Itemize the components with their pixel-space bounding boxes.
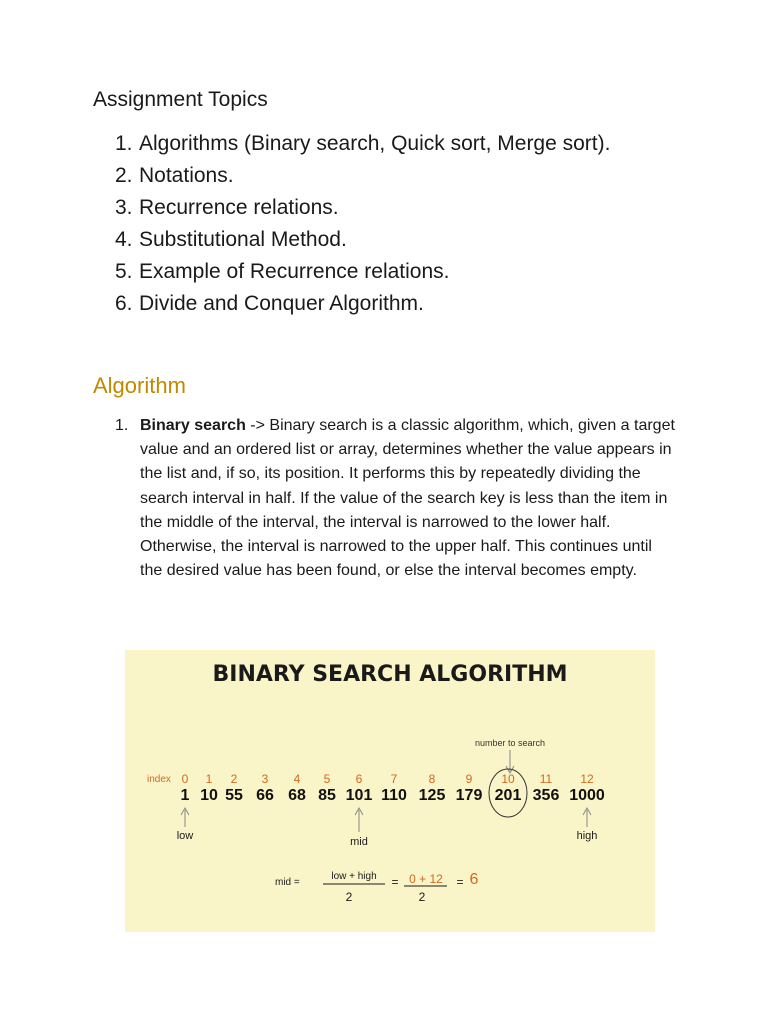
low-label: low	[176, 830, 194, 842]
topic-item	[115, 128, 610, 160]
diagram-canvas	[125, 650, 655, 932]
array-index: 8	[428, 772, 436, 786]
array-index: 1	[205, 772, 213, 786]
topic-number: 4.	[115, 228, 133, 251]
paragraph-body	[140, 414, 675, 583]
formula-mid-label: mid =	[275, 877, 300, 888]
array-value: 179	[455, 787, 483, 804]
topic-item	[115, 256, 610, 288]
paragraph-number: 1.	[115, 417, 129, 434]
topic-number: 2.	[115, 164, 133, 187]
array-value: 1	[180, 787, 190, 804]
high-label: high	[576, 830, 598, 842]
array-index: 7	[390, 772, 398, 786]
topic-number: 6.	[115, 292, 133, 315]
topic-text: Algorithms (Binary search, Quick sort, Merge sort).	[139, 132, 611, 155]
mid-label: mid	[350, 836, 368, 848]
topic-number: 1.	[115, 132, 133, 155]
paragraph-text: -> Binary search is a classic algorithm, which, given a target value and an ordered list or array, determines whether the value appears in the list and, if so, its position. It performs this by repeatedly dividing the search interval in half. If the value of the search key is less than the item in the middle of the interval, the interval is narrowed to the lower half. Otherwise, the interval is narrowed to the upper half. This continues until the desired value has been found, or else the interval becomes empty.	[140, 417, 675, 580]
topic-text: Divide and Conquer Algorithm.	[139, 292, 424, 315]
value-row	[181, 787, 605, 804]
array-index: 11	[539, 772, 553, 786]
array-value: 201	[494, 787, 522, 804]
array-value: 110	[381, 787, 407, 804]
formula-result: 6	[469, 871, 479, 888]
topics-list	[115, 128, 610, 320]
formula-denominator: 2	[345, 890, 353, 904]
array-index: 9	[465, 772, 473, 786]
topic-text: Notations.	[139, 164, 234, 187]
array-index: 0	[181, 772, 189, 786]
array-value: 101	[345, 787, 373, 804]
formula-numerator: low + high	[331, 871, 377, 882]
array-index: 6	[355, 772, 363, 786]
topic-item	[115, 288, 610, 320]
array-index: 10	[501, 772, 515, 786]
array-index: 4	[293, 772, 301, 786]
index-label: index	[147, 774, 171, 785]
paragraph-term: Binary search	[140, 417, 246, 434]
formula-numerator-values: 0 + 12	[409, 872, 443, 886]
array-value: 55	[225, 787, 243, 804]
search-target-label: number to search	[474, 738, 546, 748]
array-value: 356	[532, 787, 560, 804]
index-row	[182, 772, 594, 786]
array-index: 12	[580, 772, 594, 786]
topic-text: Recurrence relations.	[139, 196, 339, 219]
topic-item	[115, 160, 610, 192]
array-value: 66	[256, 787, 274, 804]
array-index: 2	[230, 772, 238, 786]
topic-item	[115, 224, 610, 256]
array-value: 125	[418, 787, 446, 804]
array-value: 68	[288, 787, 306, 804]
topic-number: 5.	[115, 260, 133, 283]
formula-denominator-2: 2	[418, 890, 426, 904]
diagram-title: BINARY SEARCH ALGORITHM	[212, 662, 568, 687]
array-value: 85	[318, 787, 336, 804]
section-heading: Algorithm	[93, 373, 186, 398]
array-index: 3	[261, 772, 269, 786]
topic-number: 3.	[115, 196, 133, 219]
topics-heading: Assignment Topics	[93, 88, 268, 111]
topic-text: Example of Recurrence relations.	[139, 260, 450, 283]
binary-search-diagram	[125, 650, 655, 932]
array-value: 1000	[569, 787, 605, 804]
array-value: 10	[200, 787, 218, 804]
formula-equals-2: =	[456, 875, 464, 889]
topic-item	[115, 192, 610, 224]
formula-equals-1: =	[391, 875, 399, 889]
topic-text: Substitutional Method.	[139, 228, 347, 251]
array-index: 5	[323, 772, 331, 786]
